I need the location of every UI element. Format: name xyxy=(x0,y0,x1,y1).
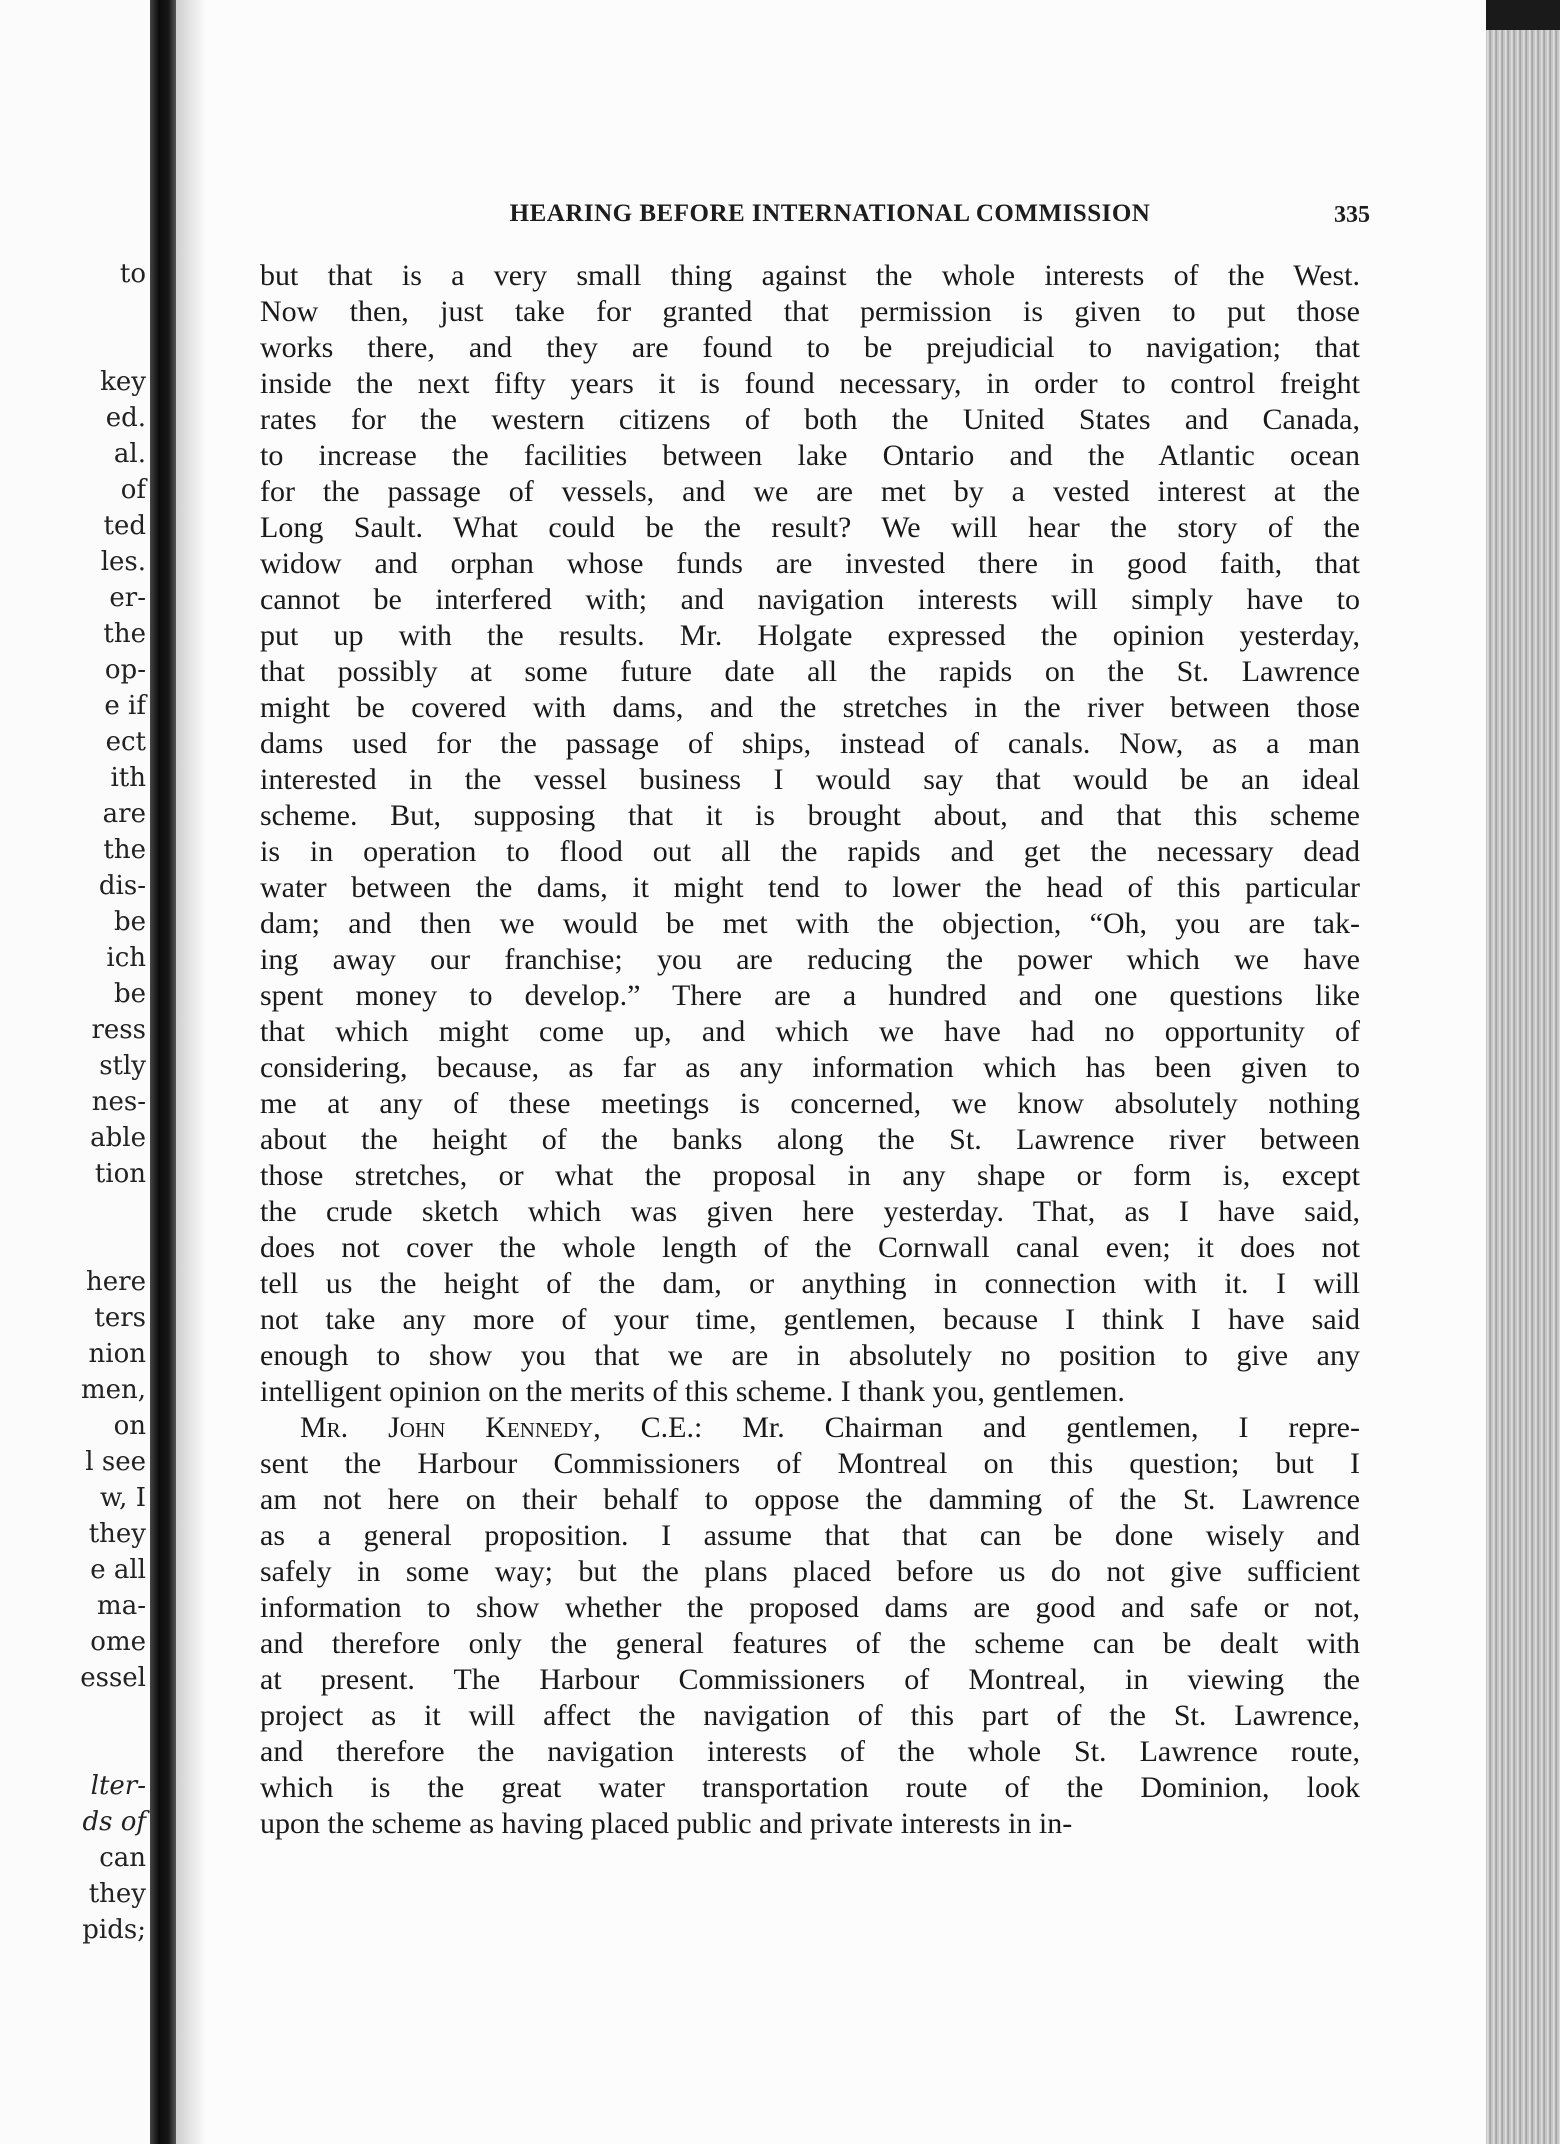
left-page-fragment: ted xyxy=(103,511,146,541)
speech-line: at present. The Harbour Commissioners of Montreal, in viewing the xyxy=(260,1663,1360,1696)
left-facing-page xyxy=(0,0,150,2144)
left-page-fragment: ich xyxy=(106,943,146,973)
body-line: scheme. But, supposing that it is brought about, and that this scheme xyxy=(260,799,1360,832)
body-line: inside the next fifty years it is found necessary, in order to control freight xyxy=(260,367,1360,400)
left-page-text-fragments xyxy=(80,256,146,1948)
speech-line: sent the Harbour Commissioners of Montreal on this question; but I xyxy=(260,1447,1360,1480)
body-line: but that is a very small thing against the whole interests of the West. xyxy=(260,259,1360,292)
stacked-page-edges xyxy=(1486,0,1560,2144)
left-page-blank-line xyxy=(80,1192,146,1264)
body-line: ing away our franchise; you are reducing the power which we have xyxy=(260,943,1360,976)
left-page-fragment: key xyxy=(100,367,146,397)
left-page-fragment: stly xyxy=(99,1051,146,1081)
left-page-fragment: essel xyxy=(80,1663,146,1693)
left-page-fragment: ress xyxy=(91,1015,146,1045)
left-page-fragment: ds of xyxy=(82,1807,146,1837)
left-page-fragment: ma- xyxy=(97,1591,146,1621)
speech-first-line: Mr. Chairman and gentlemen, I repre- xyxy=(702,1411,1360,1444)
body-line: that possibly at some future date all the rapids on the St. Lawrence xyxy=(260,655,1360,688)
left-page-fragment: pids; xyxy=(82,1915,146,1945)
body-line: those stretches, or what the proposal in any shape or form is, except xyxy=(260,1159,1360,1192)
body-line: considering, because, as far as any information which has been given to xyxy=(260,1051,1360,1084)
running-head: HEARING BEFORE INTERNATIONAL COMMISSION xyxy=(509,200,1151,227)
page-header xyxy=(390,200,1370,240)
body-line: interested in the vessel business I would say that would be an ideal xyxy=(260,763,1360,796)
book-gutter xyxy=(150,0,176,2144)
left-page-fragment: w, I xyxy=(100,1483,146,1513)
body-line: rates for the western citizens of both the United States and Canada, xyxy=(260,403,1360,436)
body-line: put up with the results. Mr. Holgate expressed the opinion yesterday, xyxy=(260,619,1360,652)
body-line: works there, and they are found to be prejudicial to navigation; that xyxy=(260,331,1360,364)
left-page-fragment: er- xyxy=(109,583,146,613)
left-page-fragment: dis- xyxy=(98,871,146,901)
body-line: intelligent opinion on the merits of this scheme. I thank you, gentlemen. xyxy=(260,1375,1125,1408)
speech-line: and therefore only the general features of the scheme can be dealt with xyxy=(260,1627,1360,1660)
body-line: for the passage of vessels, and we are met by a vested interest at the xyxy=(260,475,1360,508)
body-line: Now then, just take for granted that permission is given to put those xyxy=(260,295,1360,328)
body-line: might be covered with dams, and the stretches in the river between those xyxy=(260,691,1360,724)
left-page-fragment: al. xyxy=(113,439,146,469)
speech-line: and therefore the navigation interests of the whole St. Lawrence route, xyxy=(260,1735,1360,1768)
speaker-name: Mr. John Kennedy xyxy=(300,1411,594,1444)
left-page-fragment: be xyxy=(113,907,146,937)
page-edges-top-shadow xyxy=(1486,0,1560,30)
left-page-fragment: on xyxy=(113,1411,146,1441)
left-page-fragment: ters xyxy=(94,1303,146,1333)
body-line: does not cover the whole length of the Cornwall canal even; it does not xyxy=(260,1231,1360,1264)
left-page-fragment: the xyxy=(103,835,146,865)
left-page-fragment: op- xyxy=(104,655,146,685)
left-page-fragment: to xyxy=(119,259,146,289)
left-page-fragment: e if xyxy=(104,691,146,721)
left-page-fragment: they xyxy=(88,1879,146,1909)
speech-line: as a general proposition. I assume that that can be done wisely and xyxy=(260,1519,1360,1552)
left-page-fragment: ith xyxy=(110,763,146,793)
left-page-fragment: they xyxy=(88,1519,146,1549)
speech-line: upon the scheme as having placed public and private interests in in- xyxy=(260,1807,1073,1840)
speech-line: am not here on their behalf to oppose the damming of the St. Lawrence xyxy=(260,1483,1360,1516)
body-line: Long Sault. What could be the result? We will hear the story of the xyxy=(260,511,1360,544)
left-page-fragment: les. xyxy=(100,547,146,577)
body-line: water between the dams, it might tend to lower the head of this particular xyxy=(260,871,1360,904)
left-page-fragment: can xyxy=(99,1843,146,1873)
body-line: spent money to develop.” There are a hundred and one questions like xyxy=(260,979,1360,1012)
left-page-blank-line xyxy=(80,1696,146,1768)
left-page-fragment: able xyxy=(90,1123,146,1153)
speaker-suffix: , C.E.: xyxy=(593,1411,703,1444)
left-page-blank-line xyxy=(80,292,146,364)
body-line: is in operation to flood out all the rapids and get the necessary dead xyxy=(260,835,1360,868)
left-page-fragment: nes- xyxy=(91,1087,146,1117)
left-page-fragment: men, xyxy=(80,1375,146,1405)
left-page-fragment: ect xyxy=(105,727,146,757)
left-page-fragment: be xyxy=(113,979,146,1009)
speech-line: information to show whether the proposed dams are good and safe or not, xyxy=(260,1591,1360,1624)
body-line: dams used for the passage of ships, instead of canals. Now, as a man xyxy=(260,727,1360,760)
speech-line: project as it will affect the navigation of this part of the St. Lawrence, xyxy=(260,1699,1360,1732)
body-line: about the height of the banks along the St. Lawrence river between xyxy=(260,1123,1360,1156)
speech-line: safely in some way; but the plans placed before us do not give sufficient xyxy=(260,1555,1360,1588)
left-page-fragment: of xyxy=(120,475,146,505)
body-line: tell us the height of the dam, or anything in connection with it. I will xyxy=(260,1267,1360,1300)
body-text xyxy=(260,258,1360,1842)
right-page xyxy=(176,0,1486,2144)
left-page-fragment: nion xyxy=(88,1339,146,1369)
body-line: dam; and then we would be met with the objection, “Oh, you are tak- xyxy=(260,907,1360,940)
left-page-fragment: the xyxy=(103,619,146,649)
left-page-fragment: ome xyxy=(90,1627,146,1657)
left-page-fragment: are xyxy=(102,799,146,829)
body-line: enough to show you that we are in absolutely no position to give any xyxy=(260,1339,1360,1372)
body-line: widow and orphan whose funds are invested there in good faith, that xyxy=(260,547,1360,580)
body-line: that which might come up, and which we have had no opportunity of xyxy=(260,1015,1360,1048)
gutter-shadow xyxy=(176,0,206,2144)
body-line: to increase the facilities between lake Ontario and the Atlantic ocean xyxy=(260,439,1360,472)
left-page-fragment: here xyxy=(86,1267,146,1297)
left-page-fragment: e all xyxy=(90,1555,146,1585)
body-line: the crude sketch which was given here yesterday. That, as I have said, xyxy=(260,1195,1360,1228)
left-page-fragment: lter- xyxy=(90,1771,146,1801)
left-page-fragment: ed. xyxy=(105,403,146,433)
speech-line: which is the great water transportation route of the Dominion, look xyxy=(260,1771,1360,1804)
left-page-fragment: tion xyxy=(94,1159,146,1189)
body-line: cannot be interfered with; and navigation interests will simply have to xyxy=(260,583,1360,616)
page-number: 335 xyxy=(1334,202,1370,228)
left-page-fragment: l see xyxy=(85,1447,146,1477)
body-line: not take any more of your time, gentlemen, because I think I have said xyxy=(260,1303,1360,1336)
body-line: me at any of these meetings is concerned, we know absolutely nothing xyxy=(260,1087,1360,1120)
speaker-line xyxy=(260,1410,1360,1446)
